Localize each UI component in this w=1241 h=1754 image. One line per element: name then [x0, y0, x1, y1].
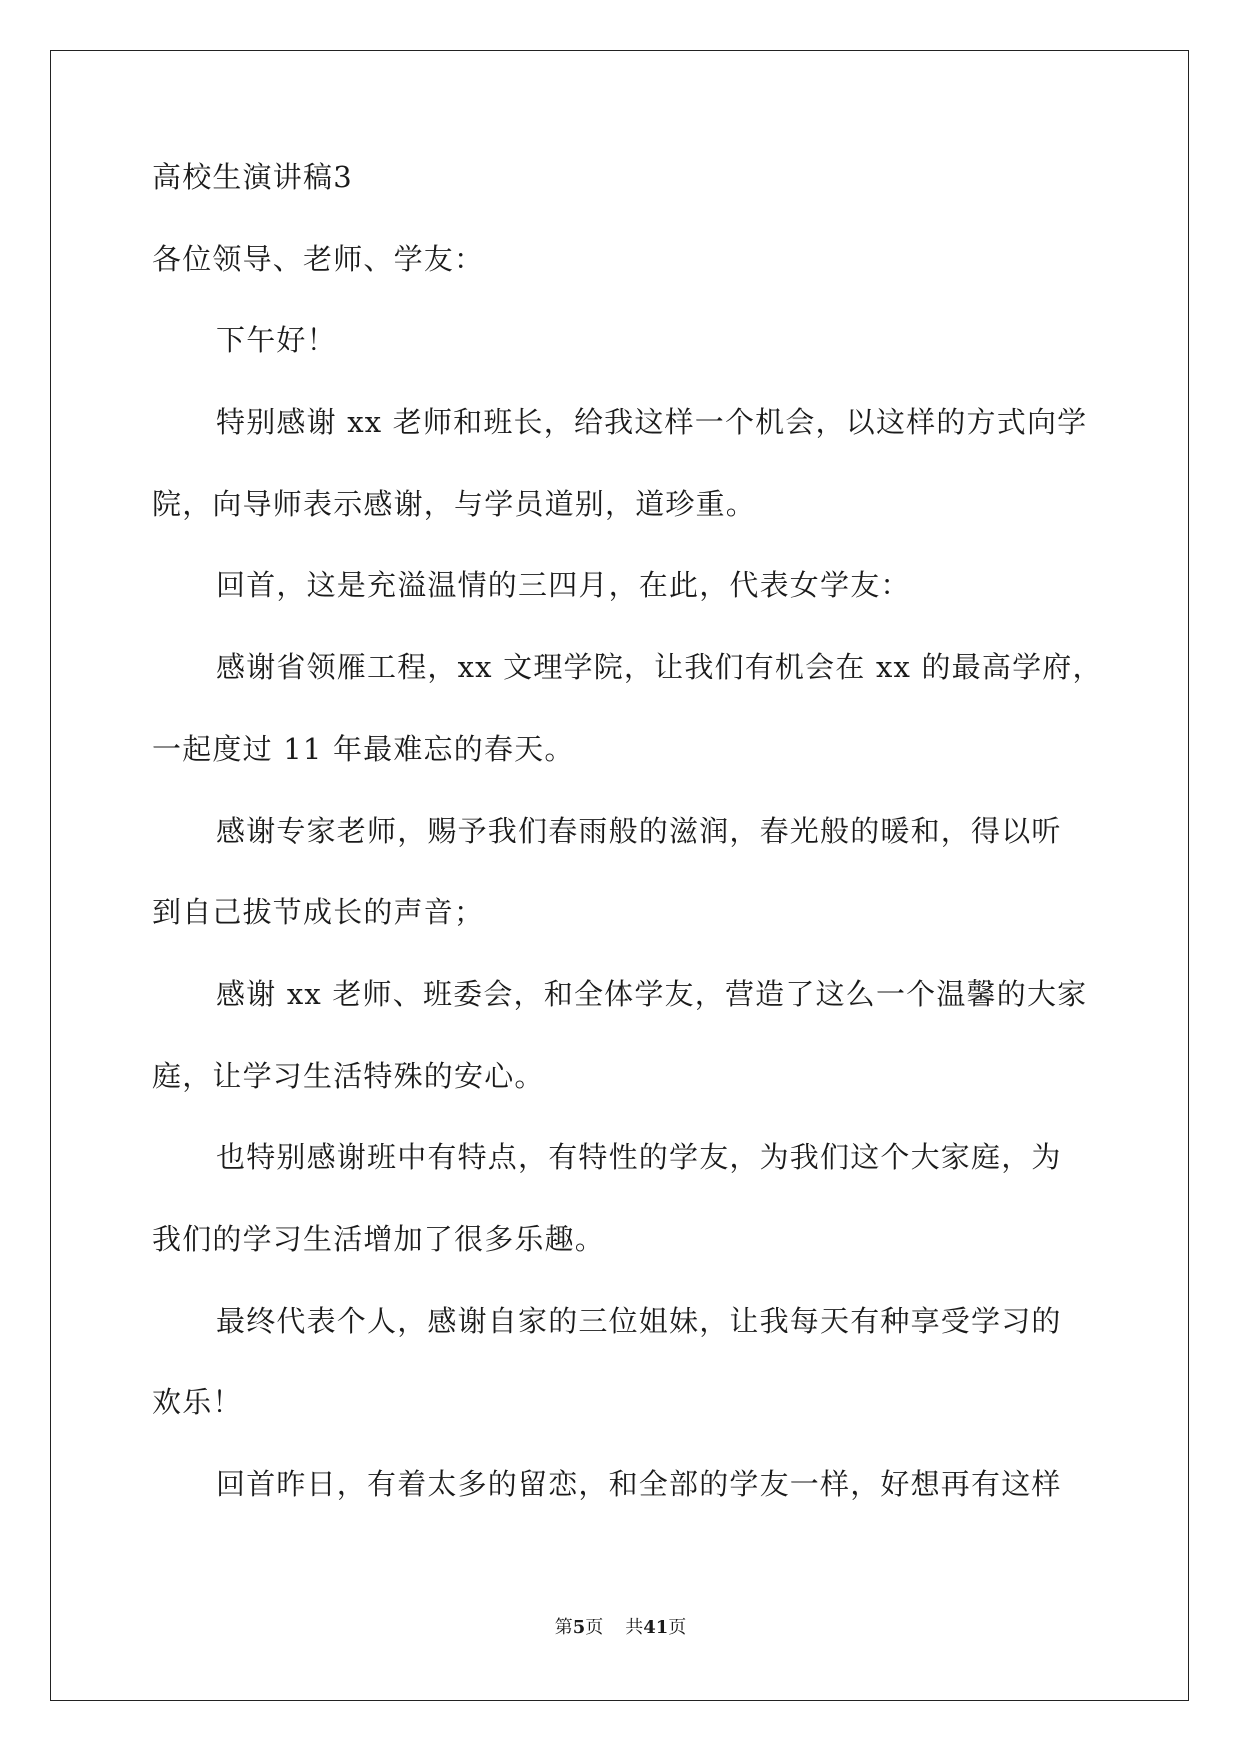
total-prefix: 共: [625, 1617, 644, 1638]
document-body: [152, 160, 1103, 1551]
paragraph-line: 最终代表个人，感谢自家的三位姐妹，让我每天有种享受学习的: [216, 1303, 1062, 1338]
paragraph-line: 到自己拔节成长的声音；: [152, 895, 485, 930]
page-footer: [0, 1616, 1241, 1640]
page-suffix: 页: [585, 1617, 604, 1638]
paragraph-line: 下午好！: [216, 323, 337, 358]
paragraph-line: 欢乐！: [152, 1385, 243, 1420]
document-title: 高校生演讲稿3: [152, 160, 353, 194]
paragraph-line: 回首昨日，有着太多的留恋，和全部的学友一样，好想再有这样: [216, 1467, 1062, 1501]
paragraph-line: 院，向导师表示感谢，与学员道别，道珍重。: [152, 486, 757, 521]
paragraph-line: 我们的学习生活增加了很多乐趣。: [152, 1221, 606, 1256]
paragraph-line: 回首，这是充溢温情的三四月，在此，代表女学友：: [216, 568, 911, 603]
greeting: 各位领导、老师、学友：: [152, 241, 485, 276]
page-prefix: 第: [554, 1617, 573, 1638]
paragraph-line: 一起度过 11 年最难忘的春天。: [152, 731, 575, 766]
paragraph-line: 感谢省领雁工程，xx 文理学院，让我们有机会在 xx 的最高学府，: [216, 650, 1103, 685]
paragraph-line: 特别感谢 xx 老师和班长，给我这样一个机会，以这样的方式向学: [216, 405, 1088, 440]
total-page-count: 41: [643, 1617, 669, 1638]
paragraph-line: 也特别感谢班中有特点，有特性的学友，为我们这个大家庭，为: [216, 1140, 1062, 1175]
paragraph-line: 感谢专家老师，赐予我们春雨般的滋润，春光般的暖和，得以听: [216, 813, 1062, 848]
paragraph-line: 庭，让学习生活特殊的安心。: [152, 1058, 545, 1093]
total-suffix: 页: [668, 1617, 687, 1638]
current-page-number: 5: [572, 1617, 586, 1638]
paragraph-line: 感谢 xx 老师、班委会，和全体学友，营造了这么一个温馨的大家: [216, 976, 1088, 1011]
